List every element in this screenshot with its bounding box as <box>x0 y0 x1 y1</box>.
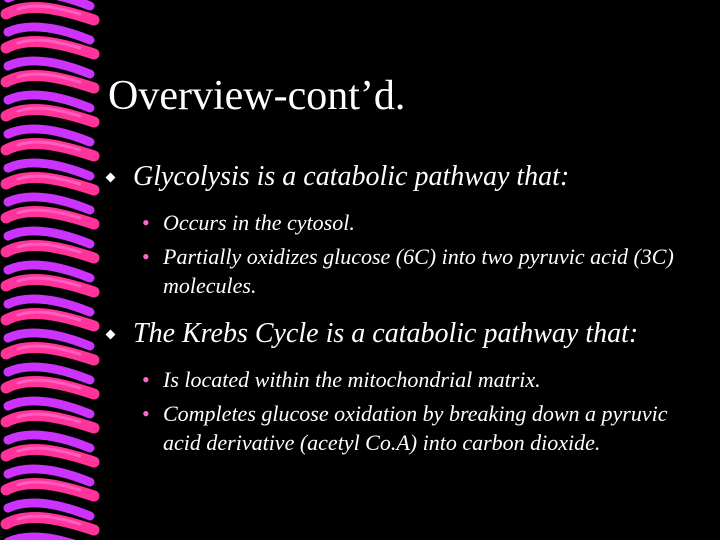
dot-bullet-icon: • <box>142 367 150 392</box>
slide-body <box>107 160 707 457</box>
subbullet-text: Partially oxidizes glucose (6C) into two pyruvic acid (3C) molecules. <box>163 244 674 298</box>
dot-bullet-icon: • <box>142 244 150 269</box>
subbullet-cytosol <box>107 208 707 237</box>
bullet-text: The Krebs Cycle is a catabolic pathway that: <box>133 318 639 349</box>
subbullet-text: Is located within the mitochondrial matrix. <box>163 367 541 392</box>
slide-title: Overview-cont’d. <box>108 73 406 119</box>
dot-bullet-icon: • <box>142 401 150 426</box>
bullet-text: Glycolysis is a catabolic pathway that: <box>133 161 570 192</box>
spiral-binding-decoration <box>0 0 105 540</box>
subbullet-text: Occurs in the cytosol. <box>163 210 355 235</box>
subbullet-completes-oxidation <box>107 399 707 457</box>
subbullet-oxidizes-glucose <box>107 242 707 300</box>
diamond-bullet-icon <box>106 173 116 183</box>
subbullet-text: Completes glucose oxidation by breaking down a pyruvic acid derivative (acetyl Co.A) into carbon dioxide. <box>163 401 668 455</box>
dot-bullet-icon: • <box>142 210 150 235</box>
bullet-glycolysis <box>107 160 707 194</box>
subbullet-mitochondrial-matrix <box>107 365 707 394</box>
diamond-bullet-icon <box>106 330 116 340</box>
bullet-krebs-cycle <box>107 317 707 351</box>
